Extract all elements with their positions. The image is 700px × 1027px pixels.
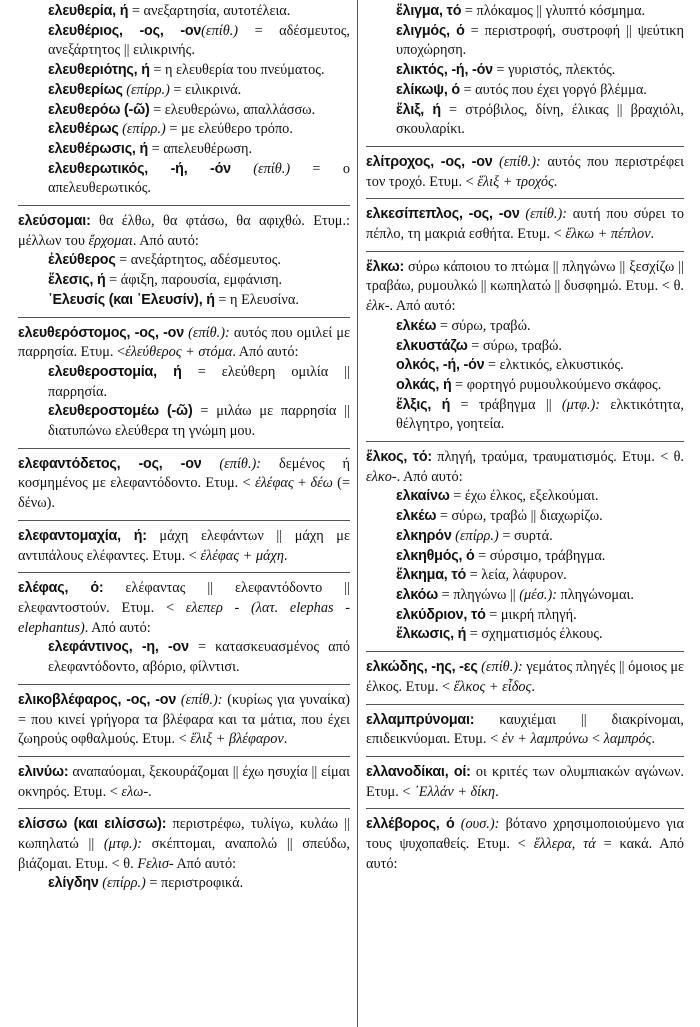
headword: ελινύω:: [18, 763, 69, 780]
headword: ἔλεσις, ή: [48, 272, 106, 289]
right-column: [366, 0, 684, 1027]
headword: ελευθερόστομος, -ος, -ον: [18, 324, 184, 341]
sub-entry: ᾿Ελευσίς (και ᾿Ελευσίν), ή = η Ελευσίνα.: [48, 291, 299, 308]
headword: ελεφαντομαχία, ή:: [18, 527, 147, 544]
column-divider: [357, 0, 358, 1027]
headword: ελκώδης, -ης, -ες: [366, 659, 478, 676]
headword: ἐλεύθερος: [48, 252, 116, 269]
headword: ἕλιγμα, τό: [396, 3, 462, 19]
sub-entry: ελκόω = πληγώνω || (μέσ.): πληγώνομαι.: [396, 586, 634, 603]
headword: ελεύσομαι:: [18, 213, 91, 230]
sub-entry: ολκάς, ή = φορτηγό ρυμουλκούμενο σκάφος.: [396, 376, 662, 393]
sub-entry: ελκηθμός, ό = σύρσιμο, τράβηγμα.: [396, 547, 606, 564]
entry-elkesipeplos: ελκεσίπεπλος, -ος, -ον (επίθ.): αυτή που σύρει το πέπλο, τη μακριά εσθήτα. Ετυμ. < ἕλκω + πέπλον.: [366, 205, 684, 251]
headword: ελλαμπρύνομαι:: [366, 711, 475, 728]
sub-entry: ἐλεύθερος = ανεξάρτητος, αδέσμευτος.: [48, 252, 281, 269]
sub-entry: ελεφάντινος, -η, -ον = κατασκευασμένος από ελεφαντόδοντο, αβόριο, φίλντισι.: [48, 639, 350, 676]
sub-entry: ελκέω = σύρω, τραβώ.: [396, 317, 531, 334]
entry-elefantodetos: ελεφαντόδετος, -ος, -ον (επίθ.): δεμένος ή κοσμημένος με ελεφαντόδοντο. Ετυμ. < ἐλέφας + δέω (= δένω).: [18, 455, 350, 521]
entry-eligma-group: [366, 0, 684, 147]
entry-elitrochos: ελίτροχος, -ος, -ον (επίθ.): αυτός που περιστρέφει τον τροχό. Ετυμ. < ἕλιξ + τροχός.: [366, 153, 684, 199]
headword: ελίκωψ, ό: [396, 81, 460, 98]
headword: ελευθέρωσις, ή: [48, 140, 149, 157]
headword: ελίτροχος, -ος, -ον: [366, 153, 493, 170]
sub-entry: ελίκωψ, ό = αυτός που έχει γοργό βλέμμα.: [396, 81, 647, 98]
headword: ἕλκημα, τό: [396, 567, 467, 584]
headword: ελεφάντινος, -η, -ον: [48, 639, 189, 656]
sub-entry: ελευθεροστομία, ή = ελεύθερη ομιλία || παρρησία.: [48, 363, 350, 400]
headword: ελιγμός, ό: [396, 22, 465, 39]
entry-elikoblefaros: ελικοβλέφαρος, -ος, -ον (επίθ.): (κυρίως για γυναίκα) = που κινεί γρήγορα τα βλέφαρα και τα μάτια, που έχει ζωηρούς οφθαλμούς. Ετυμ. < ἕλιξ + βλέφαρον.: [18, 691, 350, 757]
headword: ἕλκω:: [366, 258, 405, 275]
headword: ελκηθμός, ό: [396, 547, 475, 564]
entry-elinyo: ελινύω: αναπαύομαι, ξεκουράζομαι || έχω ησυχία || είμαι οκνηρός. Ετυμ. < ελω-.: [18, 763, 350, 809]
sub-entry: ἕλιγμα, τό = πλόκαμος || γλυπτό κόσμημα.: [396, 3, 646, 19]
headword: ελκυστάζω: [396, 337, 468, 354]
headword: ἕλιξ, ή: [396, 101, 441, 118]
entry-ellanodikai: ελλανοδίκαι, οί: οι κριτές των ολυμπιακών αγώνων. Ετυμ. < ᾿Ελλάν + δίκη.: [366, 763, 684, 809]
sub-entry: ἕλκημα, τό = λεία, λάφυρον.: [396, 567, 567, 584]
headword: ελλανοδίκαι, οί:: [366, 763, 471, 780]
entry-elefantomachia: ελεφαντομαχία, ή: μάχη ελεφάντων || μάχη με αντιπάλους ελέφαντες. Ετυμ. < ἐλέφας + μάχη.: [18, 527, 350, 573]
headword: ελεφαντόδετος, -ος, -ον: [18, 455, 202, 472]
headword: ελευθερίως: [48, 81, 123, 98]
entry-elkos: ἕλκος, τό: πληγή, τραύμα, τραυματισμός. Ετυμ. < θ. ελκο-. Από αυτό: ελκαίνω = έχω έλκος, εξελκούμαι. ελκέω = σύρω, τραβώ || διαχωρίζω. ελκηρόν (επίρρ.) = συρτά. ελκηθμός, ό = σύρσιμο, τράβηγμα. ἕλκημα, τό = λεία, λάφυρον. ελκόω = πληγώνω || (μέσ.): πληγώνομαι. ελκύδριον, τό = μικρή πληγή. ἕλκωσις, ή = σχηματισμός έλκους.: [366, 448, 684, 652]
headword: ελευθερωτικός, -ή, -όν: [48, 160, 231, 177]
sub-entry: ελκυστάζω = σύρω, τραβώ.: [396, 337, 562, 354]
entry-elko: ἕλκω: σύρω κάποιου το πτώμα || πληγώνω || ξεσχίζω || τραβάω, ρυμουλκώ || κωπηλατώ || δυσφημώ. Ετυμ. < θ. ἑλκ-. Από αυτό: ελκέω = σύρω, τραβώ. ελκυστάζω = σύρω, τραβώ. ολκός, -ή, -όν = ελκτικός, ελκυστικός. ολκάς, ή = φορτηγό ρυμουλκούμενο σκάφος. ἕλξις, ή = τράβηγμα || (μτφ.): ελκτικότητα, θέλγητρο, γοητεία.: [366, 258, 684, 442]
headword: ελέφας, ό:: [18, 580, 104, 597]
sub-entry: ελικτός, -ή, -όν = γυριστός, πλεκτός.: [396, 62, 616, 79]
headword: ελευθέριος, -ος, -ον: [48, 22, 202, 39]
entry-elefas: ελέφας, ό: ελέφαντας || ελεφαντόδοντο || ελεφαντοστούν. Ετυμ. < ελεπερ - (λατ. elephas - elephantus). Από αυτό: ελεφάντινος, -η, -ον = κατασκευασμένος από ελεφαντόδοντο, αβόριο, φίλντισι.: [18, 579, 350, 685]
entry-elisso: ελίσσω (και ειλίσσω): περιστρέφω, τυλίγω, κυλάω || κωπηλατώ || (μτφ.): σκέπτομαι, αναπολώ || σπεύδω, βιάζομαι. Ετυμ. < θ. Fελισ- Από αυτό: ελίγδην (επίρρ.) = περιστροφικά.: [18, 815, 350, 900]
sub-entry: ελίγδην (επίρρ.) = περιστροφικά.: [48, 875, 244, 892]
headword: ελίγδην: [48, 875, 99, 892]
headword: ελλέβορος, ό: [366, 816, 455, 833]
headword: ελευθεριότης, ή: [48, 62, 150, 79]
headword: ολκός, -ή, -όν: [396, 357, 485, 374]
sub-entry: ελευθερόω (-ῶ) = ελευθερώνω, απαλλάσσω.: [48, 101, 316, 118]
headword: ελευθέρως: [48, 121, 119, 138]
headword: ελευθερόω (-ῶ): [48, 101, 150, 118]
sub-entry: ελκέω = σύρω, τραβώ || διαχωρίζω.: [396, 508, 603, 525]
headword: ἕλκωσις, ή: [396, 626, 467, 643]
sub-entry: ελιγμός, ό = περιστροφή, συστροφή || ψεύτικη υποχώρηση.: [396, 22, 684, 59]
headword: ελευθεροστομία, ή: [48, 363, 182, 380]
entry-elleboros: ελλέβορος, ό (ουσ.): βότανο χρησιμοποιούμενο για τους ψυχοπαθείς. Ετυμ. < ἕλλερα, τά = κακά. Από αυτό:: [366, 816, 684, 872]
left-column: [18, 0, 350, 1027]
sub-entry: ολκός, -ή, -όν = ελκτικός, ελκυστικός.: [396, 357, 624, 374]
sub-entry: ελευθέρως (επίρρ.) = με ελεύθερο τρόπο.: [48, 121, 293, 138]
headword: ελευθερία, ή: [48, 3, 129, 19]
headword: ελκαίνω: [396, 488, 450, 505]
entry-eleusomai: ελεύσομαι: θα έλθω, θα φτάσω, θα αφιχθώ. Ετυμ.: μέλλων του ἔρχομαι. Από αυτό: ἐλεύθερος = ανεξάρτητος, αδέσμευτος. ἔλεσις, ή = άφιξη, παρουσία, εμφάνιση. ᾿Ελευσίς (και ᾿Ελευσίν), ή = η Ελευσίνα.: [18, 212, 350, 318]
sub-entry: ελευθερωτικός, -ή, -όν (επίθ.) = ο απελευθερωτικός.: [48, 160, 350, 197]
sub-entry: ἕλκωσις, ή = σχηματισμός έλκους.: [396, 626, 603, 643]
headword: ἕλξις, ή: [396, 396, 451, 413]
headword: ᾿Ελευσίς (και ᾿Ελευσίν), ή: [48, 291, 215, 308]
sub-entry: ἕλξις, ή = τράβηγμα || (μτφ.): ελκτικότητα, θέλγητρο, γοητεία.: [396, 396, 684, 433]
sub-entry: ελκηρόν (επίρρ.) = συρτά.: [396, 527, 553, 544]
headword: ελευθεροστομέω (-ῶ): [48, 403, 193, 420]
entry-elkodis: ελκώδης, -ης, -ες (επίθ.): γεμάτος πληγές || όμοιος με έλκος. Ετυμ. < ἕλκος + εἶδος.: [366, 658, 684, 704]
sub-entry: ελκύδριον, τό = μικρή πληγή.: [396, 606, 577, 623]
headword: ελκεσίπεπλος, -ος, -ον: [366, 206, 520, 223]
sub-entry: ελκαίνω = έχω έλκος, εξελκούμαι.: [396, 488, 599, 505]
entry-eleutheria-group: [18, 0, 350, 206]
headword: ελκόω: [396, 586, 439, 603]
headword: ελκηρόν: [396, 527, 452, 544]
entry-eleutherostomos: ελευθερόστομος, -ος, -ον (επίθ.): αυτός που ομιλεί με παρρησία. Ετυμ. <ἐλεύθερος + στόμα. Από αυτό: ελευθεροστομία, ή = ελεύθερη ομιλία || παρρησία. ελευθεροστομέω (-ῶ) = μιλάω με παρρησία || διατυπώνω ελεύθερα τη γνώμη μου.: [18, 324, 350, 449]
sub-entry: ελευθερία, ή = ανεξαρτησία, αυτοτέλεια.: [48, 3, 291, 19]
sub-entry: ελευθέριος, -ος, -ον(επίθ.) = αδέσμευτος, ανεξάρτητος || ειλικρινής.: [48, 22, 350, 59]
headword: ελκέω: [396, 508, 437, 525]
entry-ellamprynomai: ελλαμπρύνομαι: καυχιέμαι || διακρίνομαι, επιδεικνύομαι. Ετυμ. < ἐν + λαμπρύνω < λαμπρός.: [366, 711, 684, 757]
headword: ἕλκος, τό:: [366, 449, 432, 466]
headword: ελκέω: [396, 317, 437, 334]
sub-entry: ελευθερίως (επίρρ.) = ειλικρινά.: [48, 81, 242, 98]
headword: ελκύδριον, τό: [396, 606, 486, 623]
sub-entry: ελευθεριότης, ή = η ελευθερία του πνεύματος.: [48, 62, 325, 79]
sub-entry: ελευθεροστομέω (-ῶ) = μιλάω με παρρησία || διατυπώνω ελεύθερα τη γνώμη μου.: [48, 403, 350, 440]
headword: ελίσσω (και ειλίσσω):: [18, 816, 167, 833]
headword: ολκάς, ή: [396, 376, 452, 393]
headword: ελικτός, -ή, -όν: [396, 62, 493, 79]
sub-entry: ελευθέρωσις, ή = απελευθέρωση.: [48, 140, 253, 157]
headword: ελικοβλέφαρος, -ος, -ον: [18, 691, 177, 708]
sub-entry: ἔλεσις, ή = άφιξη, παρουσία, εμφάνιση.: [48, 272, 283, 289]
sub-entry: ἕλιξ, ή = στρόβιλος, δίνη, έλικας || βραχιόλι, σκουλαρίκι.: [396, 101, 684, 138]
